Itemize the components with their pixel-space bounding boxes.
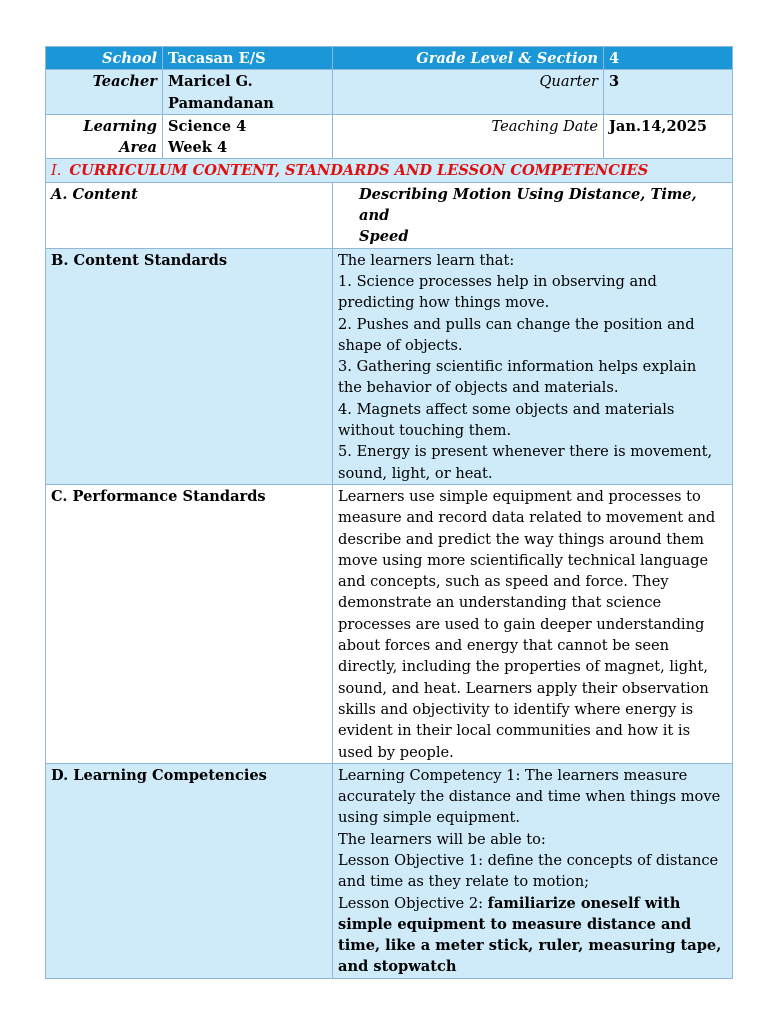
performance-standards-line: describe and predict the way things around them — [338, 530, 705, 548]
content-standards-text — [333, 248, 733, 484]
learning-area-value-line2: Week 4 — [168, 139, 228, 157]
lesson-objective-2-line — [338, 893, 727, 914]
learning-area-label-line1: Learning — [83, 117, 157, 135]
school-label: School — [46, 47, 163, 70]
content-value-line2: Speed — [359, 228, 409, 246]
content-standards-row — [46, 248, 733, 484]
performance-standards-line: Learners use simple equipment and processes to — [338, 487, 701, 505]
performance-standards-label: C. Performance Standards — [46, 484, 333, 763]
performance-standards-row — [46, 484, 733, 763]
learning-competencies-label: D. Learning Competencies — [46, 763, 333, 978]
performance-standards-line: and concepts, such as speed and force. They — [338, 573, 669, 591]
content-standards-label: B. Content Standards — [46, 248, 333, 484]
school-row — [46, 47, 733, 70]
performance-standards-line: move using more scientifically technical language — [338, 551, 709, 569]
grade-label: Grade Level & Section — [333, 47, 604, 70]
performance-standards-text — [333, 484, 733, 763]
content-standards-line: 1. Science processes help in observing and — [338, 272, 657, 290]
content-row — [46, 182, 733, 248]
content-value — [333, 182, 733, 248]
learning-area-label — [46, 114, 163, 159]
learning-competencies-line: The learners will be able to: — [338, 830, 546, 848]
content-standards-line: 3. Gathering scientific information helps explain — [338, 358, 697, 376]
lesson-objective-2-prefix: Lesson Objective 2: — [338, 894, 488, 912]
lesson-objective-2-bold-line: time, like a meter stick, ruler, measuring tape, — [338, 937, 722, 955]
content-standards-line: 2. Pushes and pulls can change the position and — [338, 315, 695, 333]
teacher-name-line1: Maricel G. — [168, 73, 253, 91]
performance-standards-line: sound, and heat. Learners apply their observation — [338, 679, 709, 697]
learning-competencies-row — [46, 763, 733, 978]
performance-standards-line: used by people. — [338, 743, 454, 761]
content-standards-line: 5. Energy is present whenever there is movement, — [338, 443, 713, 461]
teacher-name-line2: Pamandanan — [168, 94, 274, 112]
school-value: Tacasan E/S — [163, 47, 333, 70]
content-value-line1: Describing Motion Using Distance, Time, and — [359, 185, 697, 225]
quarter-label: Quarter — [333, 70, 604, 115]
lesson-plan-table — [45, 46, 733, 979]
performance-standards-line: evident in their local communities and how it is — [338, 722, 691, 740]
quarter-value: 3 — [604, 70, 733, 115]
learning-competencies-line: accurately the distance and time when things move — [338, 788, 721, 806]
learning-area-value — [163, 114, 333, 159]
learning-competencies-line: using simple equipment. — [338, 809, 520, 827]
content-standards-line: without touching them. — [338, 422, 512, 440]
content-standards-line: predicting how things move. — [338, 294, 550, 312]
content-label — [46, 182, 333, 248]
performance-standards-line: processes are used to gain deeper understanding — [338, 615, 705, 633]
learning-area-value-line1: Science 4 — [168, 117, 247, 135]
performance-standards-line: measure and record data related to movement and — [338, 509, 716, 527]
content-label-text: A. Content — [51, 185, 138, 203]
learning-competencies-text — [333, 763, 733, 978]
section-title: CURRICULUM CONTENT, STANDARDS AND LESSON COMPETENCIES — [69, 162, 649, 180]
content-standards-line: 4. Magnets affect some objects and materials — [338, 400, 675, 418]
performance-standards-line: about forces and energy that cannot be seen — [338, 637, 669, 655]
learning-area-row — [46, 114, 733, 159]
performance-standards-line: directly, including the properties of magnet, light, — [338, 658, 708, 676]
performance-standards-line: skills and objectivity to identify where energy is — [338, 700, 694, 718]
section-number: I. — [51, 162, 62, 180]
content-standards-line: sound, light, or heat. — [338, 464, 493, 482]
content-standards-line: The learners learn that: — [338, 251, 515, 269]
teacher-label: Teacher — [46, 70, 163, 115]
learning-competencies-line: and time as they relate to motion; — [338, 873, 590, 891]
teacher-value — [163, 70, 333, 115]
content-standards-line: the behavior of objects and materials. — [338, 379, 619, 397]
learning-competencies-line: Lesson Objective 1: define the concepts of distance — [338, 851, 719, 869]
section-heading-row — [46, 159, 733, 182]
teaching-date-label: Teaching Date — [333, 114, 604, 159]
performance-standards-line: demonstrate an understanding that science — [338, 594, 662, 612]
grade-value: 4 — [604, 47, 733, 70]
learning-competencies-line: Learning Competency 1: The learners measure — [338, 766, 688, 784]
content-standards-line: shape of objects. — [338, 336, 463, 354]
teaching-date-value: Jan.14,2025 — [604, 114, 733, 159]
teacher-row — [46, 70, 733, 115]
lesson-objective-2-bold: familiarize oneself with — [487, 894, 681, 912]
lesson-objective-2-bold-line: simple equipment to measure distance and — [338, 915, 692, 933]
section-heading — [46, 159, 733, 182]
learning-area-label-line2: Area — [119, 139, 157, 157]
lesson-objective-2-bold-line: and stopwatch — [338, 958, 457, 976]
